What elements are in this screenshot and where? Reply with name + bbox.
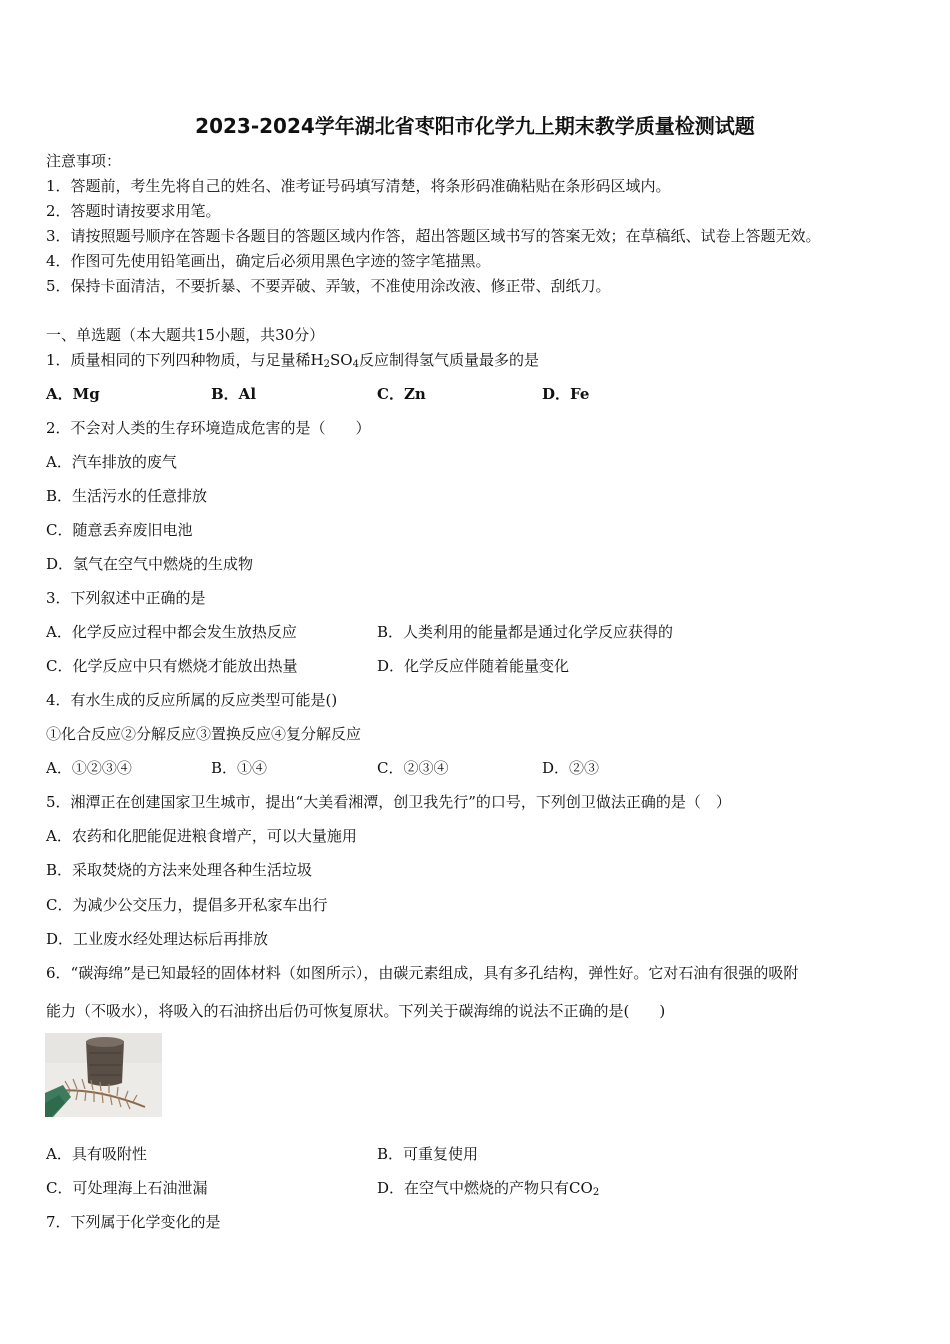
question-6-stem-line1: 6．“碳海绵”是已知最轻的固体材料（如图所示），由碳元素组成，具有多孔结构，弹性好。它对石油有很强的吸附 xyxy=(46,964,799,982)
q6-option-d[interactable] xyxy=(377,1178,599,1203)
notice-heading: 注意事项： xyxy=(46,152,122,170)
q1-option-a[interactable]: A．Mg xyxy=(46,385,100,403)
q6-option-c[interactable]: C．可处理海上石油泄漏 xyxy=(46,1179,208,1197)
q3-option-b[interactable]: B．人类利用的能量都是通过化学反应获得的 xyxy=(377,623,674,641)
page-title: 2023-2024学年湖北省枣阳市化学九上期末教学质量检测试题 xyxy=(195,114,755,138)
carbon-sponge-photo xyxy=(45,1033,162,1117)
q3-option-d[interactable]: D．化学反应伴随着能量变化 xyxy=(377,657,570,675)
notice-item-4: 4．作图可先使用铅笔画出，确定后必须用黑色字迹的签字笔描黑。 xyxy=(46,252,491,270)
notice-item-3: 3．请按照题号顺序在答题卡各题目的答题区域内作答，超出答题区域书写的答案无效；在草稿纸、试卷上答题无效。 xyxy=(46,227,821,245)
q4-option-a[interactable]: A．①②③④ xyxy=(46,759,132,777)
q2-option-a[interactable]: A．汽车排放的废气 xyxy=(46,453,177,471)
q6-option-d-text: D．在空气中燃烧的产物只有CO xyxy=(377,1179,593,1197)
q5-option-c[interactable]: C．为减少公交压力，提倡多开私家车出行 xyxy=(46,896,328,914)
q2-option-d[interactable]: D．氢气在空气中燃烧的生成物 xyxy=(46,555,254,573)
question-3-stem: 3．下列叙述中正确的是 xyxy=(46,589,206,607)
question-2-stem: 2．不会对人类的生存环境造成危害的是（ ） xyxy=(46,419,371,437)
q1-option-c[interactable]: C．Zn xyxy=(377,385,426,403)
question-4-choices: ①化合反应②分解反应③置换反应④复分解反应 xyxy=(46,725,362,743)
notice-item-1: 1．答题前，考生先将自己的姓名、准考证号码填写清楚，将条形码准确粘贴在条形码区域内。 xyxy=(46,177,671,195)
question-4-stem: 4．有水生成的反应所属的反应类型可能是() xyxy=(46,691,338,709)
question-5-stem: 5．湘潭正在创建国家卫生城市，提出“大美看湘潭，创卫我先行”的口号，下列创卫做法正确的是（ ） xyxy=(46,793,731,811)
question-6-stem-line2: 能力（不吸水），将吸入的石油挤出后仍可恢复原状。下列关于碳海绵的说法不正确的是( ) xyxy=(46,1002,666,1020)
q6-option-d-sub: 2 xyxy=(592,1187,600,1198)
section-heading: 一、单选题（本大题共15小题，共30分） xyxy=(46,326,325,344)
q6-option-a[interactable]: A．具有吸附性 xyxy=(46,1145,147,1163)
question-7-stem: 7．下列属于化学变化的是 xyxy=(46,1213,221,1231)
q5-option-d[interactable]: D．工业废水经处理达标后再排放 xyxy=(46,930,269,948)
q1-formula-h: H xyxy=(310,351,324,369)
question-1-stem xyxy=(46,350,539,375)
q1-formula-so: SO xyxy=(330,351,353,369)
q5-option-b[interactable]: B．采取焚烧的方法来处理各种生活垃圾 xyxy=(46,861,313,879)
q2-option-c[interactable]: C．随意丢弃废旧电池 xyxy=(46,521,193,539)
q1-stem-post: 反应制得氢气质量最多的是 xyxy=(358,351,539,369)
q1-formula-sub2: 4 xyxy=(352,359,359,370)
q1-formula-sub1: 2 xyxy=(323,359,331,370)
q4-option-b[interactable]: B．①④ xyxy=(211,759,268,777)
q2-option-b[interactable]: B．生活污水的任意排放 xyxy=(46,487,208,505)
q3-option-c[interactable]: C．化学反应中只有燃烧才能放出热量 xyxy=(46,657,298,675)
q4-option-c[interactable]: C．②③④ xyxy=(377,759,449,777)
q3-option-a[interactable]: A．化学反应过程中都会发生放热反应 xyxy=(46,623,297,641)
q6-option-b[interactable]: B．可重复使用 xyxy=(377,1145,479,1163)
q1-option-b[interactable]: B．Al xyxy=(211,385,257,403)
notice-item-5: 5．保持卡面清洁，不要折暴、不要弄破、弄皱，不准使用涂改液、修正带、刮纸刀。 xyxy=(46,277,611,295)
notice-item-2: 2．答题时请按要求用笔。 xyxy=(46,202,221,220)
q1-stem-pre: 1．质量相同的下列四种物质，与足量稀 xyxy=(46,351,311,369)
q1-option-d[interactable]: D．Fe xyxy=(542,385,590,403)
q4-option-d[interactable]: D．②③ xyxy=(542,759,600,777)
q5-option-a[interactable]: A．农药和化肥能促进粮食增产，可以大量施用 xyxy=(46,827,357,845)
